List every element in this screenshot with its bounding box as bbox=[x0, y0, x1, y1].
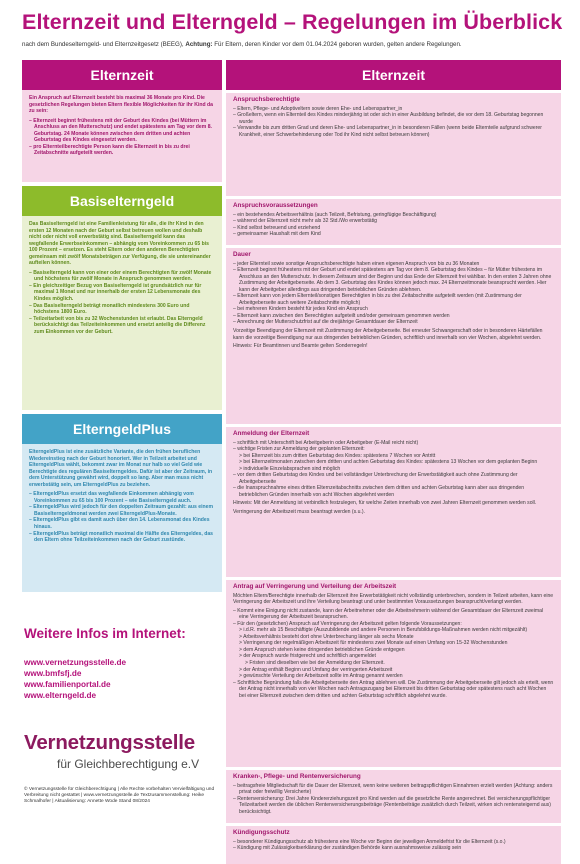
list-item: – ElterngeldPlus gibt es damit auch über den 14. Lebensmonat des Kindes hinaus. bbox=[29, 517, 210, 531]
section-title: Dauer bbox=[233, 251, 251, 258]
list-item: – Großeltern, wenn ein Elternteil des Kindes minderjährig ist oder sich in einer Ausbildung befindet, die vor dem 18. Geburtstag begonnen wurde bbox=[233, 112, 544, 125]
link-vernetzungsstelle[interactable]: www.vernetzungsstelle.de bbox=[24, 658, 127, 667]
right-column bbox=[226, 60, 561, 864]
elterngeldplus-box bbox=[22, 444, 222, 592]
list-item: – Kommt eine Einigung nicht zustande, kann der Arbeitnehmer oder die Arbeitnehmerin während der Gesamtdauer der Elternzeit zweimal eine Verringerung der Arbeitszeit beanspruchen. bbox=[233, 607, 544, 621]
list-item: – jeder Elternteil sowie sonstige Anspruchsberechtigte haben einen eigenen Anspruch von bis zu 36 Monaten bbox=[233, 260, 480, 267]
list-item: – Rentenversicherung: Drei Jahre Kindererziehungszeit pro Kind werden auf die gesetzliche Rente angerechnet. Bei versicherungspflichtiger Teilzeitarbeit werden die üblichen Rentenversicherungsbeiträge (Rentenbeiträge zusätzlich durch Teilzeit, wirken sich rentensteigernd aus) berücksichtigt. bbox=[233, 795, 551, 815]
section-title: Anspruchsberechtigte bbox=[233, 96, 300, 103]
list-item: – Kündigung mit Zulässigkeitserklärung der zuständigen Behörde kann ausnahmsweise zulässig sein bbox=[233, 845, 462, 852]
section-note: Hinweis: Mit der Anmeldung ist verbindlich festzulegen, für welche Zeiten innerhalb von zwei Jahren Elternzeit genommen werden soll. bbox=[233, 500, 537, 507]
link-elterngeld[interactable]: www.elterngeld.de bbox=[24, 691, 97, 700]
list-item: > Verringerung der regelmäßigen Arbeitszeit für mindestens zwei Monate auf einen Umfang von 15-32 Wochenstunden bbox=[239, 640, 508, 647]
list-item: – Verwandte bis zum dritten Grad und deren Ehe- und Lebenspartner_in in besonderen Fällen (wenn beide Elternteile aufgrund schwerer Krankheit, einer Schwerbehinderung oder Tod ihr Kind nicht selbst betreuen können) bbox=[233, 125, 542, 138]
list-item: – vor dem dritten Geburtstag des Kindes und bei vollständiger Unterbrechung der Erwerbstätigkeit auch ohne Zustimmung der Arbeitgeberseite bbox=[233, 472, 518, 485]
list-item: – besonderer Kündigungsschutz ab frühestens eine Woche vor Beginn der jeweiligen Anmeldefrist für die Elternzeit (s.o.) bbox=[233, 838, 506, 845]
elterngeldplus-intro: ElterngeldPlus ist eine zusätzliche Variante, die den frühen beruflichen Wiedereinstieg nach der Geburt honoriert. Wer in Teilzeit arbeitet und ElterngeldPlus wählt, bekommt zwar im Monat nur halb so viel Geld wie Berechtigte des regulären Basiselterngeldes. Dafür ist aber der Zeitraum, in dem Unterstützung gewährt wird, doppelt so lang. Aber man muss nicht erwerbstätig sein, um ElterngeldPlus zu beziehen. bbox=[29, 449, 213, 488]
list-item: – Für den (gesetzlichen) Anspruch auf Verringerung der Arbeitszeit gelten folgende Voraussetzungen: bbox=[233, 620, 462, 627]
page-subtitle: nach dem Bundeselterngeld- und Elternzeitgesetz (BEEG), Achtung: Für Eltern, deren Kinder vor dem 01.04.2024 geboren wurden, gelten andere Regelungen. bbox=[22, 41, 462, 48]
section-title: Kranken-, Pflege- und Rentenversicherung bbox=[233, 773, 361, 780]
list-item: – Basiselterngeld kann von einer oder einem Berechtigten für zwölf Monate und höchstens für zwölf Monate in Anspruch genommen werden. bbox=[29, 269, 212, 283]
section-note: Vorzeitige Beendigung der Elternzeit mit Zustimmung der Arbeitgeberseite. Bei erneuter Schwangerschaft oder in besonderen Härtefällen kann die vorzeitige Beendigung nur aus dringenden betrieblichen Gründen, schriftlich und innerhalb von vier Wochen, abgelehnt werden. bbox=[233, 328, 543, 341]
list-item: – Kind selbst betreuend und erziehend bbox=[233, 224, 321, 231]
list-item: – ElterngeldPlus wird jedoch für den doppelten Zeitraum gezahlt: aus einem Basiselterngeldmonat werden zwei ElterngeldPlus-Monate. bbox=[29, 504, 213, 517]
section-title: Anspruchsvoraussetzungen bbox=[233, 202, 318, 209]
list-item: – Ein gleichzeitiger Bezug von Basiselterngeld ist grundsätzlich nur für maximal 1 Monat und nur innerhalb der ersten 12 Lebensmonate des Kindes möglich. bbox=[29, 282, 202, 303]
list-item: – schriftlich mit Unterschrift bei Arbeitgeberin oder Arbeitgeber (E-Mail reicht nicht) bbox=[233, 439, 419, 446]
basiselterngeld-header: Basiselterngeld bbox=[22, 186, 222, 216]
list-item: > bei Elternzeitmonaten zwischen dem dritten und achten Geburtstag des Kindes: spätestens 13 Wochen vor dem geplanten Beginn bbox=[239, 459, 538, 466]
section-versicherung bbox=[226, 770, 561, 823]
list-item: – Schriftliche Begründung falls die Arbeitgeberseite den Antrag ablehnen will. Die Zustimmung der Arbeitgeberseite gilt jedoch als erteilt, wenn der Antrag nicht innerhalb von vier Wochen nach Antragszugang bei Elternzeit bis dritten Geburtstag oder spätestens nach acht Wochen bei einer Elternzeit zwischen dem dritten und achten Geburtstag schriftlich abgelehnt wurde. bbox=[233, 679, 554, 699]
section-note: Hinweis: Für Beamtinnen und Beamte gelten Sonderregeln! bbox=[233, 343, 368, 350]
more-info-title: Weitere Infos im Internet: bbox=[24, 626, 186, 641]
list-item: > der Anspruch wurde fristgerecht und schriftlich angemeldet bbox=[239, 653, 376, 660]
section-list bbox=[233, 212, 554, 238]
section-kuendigungsschutz bbox=[226, 826, 561, 864]
basiselterngeld-intro: Das Basiselterngeld ist eine Familienleistung für alle, die ihr Kind in den ersten 12 Monaten nach der Geburt selbst betreuen wollen und deshalb nicht oder nicht voll erwerbstätig sind. Basiselterngeld kann das wegfallende Erwerbseinkommen – abhängig vom Voreinkommen zu 65 bis 100 Prozent – ersetzen. Es steht Eltern oder den anderen Berechtigten gemeinsam mit zwölf Monatsbeträgen zur Verfügung, die sie untereinander aufteilen können. bbox=[29, 221, 211, 267]
list-item: – Eltern, Pflege- und Adoptiveltern sowie deren Ehe- und Lebenspartner_in bbox=[233, 105, 403, 112]
list-item: – Das Basiselterngeld beträgt monatlich mindestens 300 Euro und höchstens 1800 Euro. bbox=[29, 302, 190, 316]
elternzeit-list bbox=[29, 118, 215, 157]
list-item: – bei mehreren Kindern besteht für jedes Kind ein Anspruch bbox=[233, 306, 368, 313]
list-item: > gewünschte Verteilung der Arbeitszeit sollte im Antrag genannt werden bbox=[239, 673, 403, 680]
section-anmeldung bbox=[226, 427, 561, 577]
section-list bbox=[233, 839, 554, 852]
list-item: > bei Elternzeit bis zum dritten Geburtstag des Kindes: spätestens 7 Wochen vor Antritt bbox=[239, 452, 436, 459]
section-list bbox=[233, 608, 554, 700]
list-item: – gemeinsamer Haushalt mit dem Kind bbox=[233, 231, 321, 238]
section-title: Anmeldung der Elternzeit bbox=[233, 430, 310, 437]
elternzeit-intro: Ein Anspruch auf Elternzeit besteht bis maximal 36 Monate pro Kind. Die gesetzlichen Regelungen bieten Eltern flexible Möglichkeiten für ihr Kind da zu sein: bbox=[29, 95, 213, 115]
list-item: – während der Elternzeit nicht mehr als 32 Std./Wo erwerbstätig bbox=[233, 218, 378, 225]
basiselterngeld-box bbox=[22, 216, 222, 410]
section-verringerung-arbeitszeit bbox=[226, 580, 561, 767]
list-item: – wichtige Fristen zur Anmeldung der geplanten Elternzeit: bbox=[233, 446, 365, 453]
elterngeldplus-header: ElterngeldPlus bbox=[22, 414, 222, 444]
elternzeit-right-header: Elternzeit bbox=[226, 60, 561, 90]
more-info-section bbox=[22, 626, 222, 701]
section-title: Kündigungsschutz bbox=[233, 829, 290, 836]
section-title: Antrag auf Verringerung und Verteilung der Arbeitszeit bbox=[233, 583, 397, 590]
list-item: > individuelle Einzelabsprachen sind möglich bbox=[239, 465, 341, 472]
list-item: > Fristen sind dieselben wie bei der Anmeldung der Elternzeit. bbox=[245, 660, 385, 667]
elterngeldplus-list bbox=[29, 491, 215, 543]
elternzeit-left-box bbox=[22, 90, 222, 182]
section-list bbox=[233, 261, 554, 326]
list-item: > der Antrag enthält Beginn und Umfang der verringerten Arbeitszeit bbox=[239, 666, 393, 673]
elternzeit-left-header: Elternzeit bbox=[22, 60, 222, 90]
link-familienportal[interactable]: www.familienportal.de bbox=[24, 680, 111, 689]
section-list bbox=[233, 106, 554, 139]
brand-logo bbox=[22, 731, 222, 771]
list-item: > i.d.R. mehr als 15 Beschäftigte (Auszubildende und andere Personen in Berufsbildungs-Maßnahmen werden nicht mitgezählt) bbox=[239, 627, 528, 634]
list-item: – Elternzeit kann von jedem Elternteil/sonstigen Berechtigten in bis zu drei Zeitabschnitte aufgeteilt werden (mit Zustimmung der Arbeitgeberseite auch weitere Zeitabschnitte möglich) bbox=[233, 293, 522, 306]
left-column bbox=[22, 60, 222, 806]
brand-tagline: für Gleichberechtigung e.V bbox=[57, 757, 200, 771]
brand-name: Vernetzungsstelle bbox=[24, 731, 195, 754]
list-item: – Anrechnung der Mutterschutzfrist auf die dreijährige Gesamtdauer der Elternzeit bbox=[233, 319, 418, 326]
section-dauer bbox=[226, 248, 561, 424]
list-item: – Elternzeit kann zwischen den Berechtigten aufgeteilt und/oder gemeinsam genommen werden bbox=[233, 312, 450, 319]
list-item: > Arbeitsverhältnis besteht dort ohne Unterbrechung länger als sechs Monate bbox=[239, 633, 414, 640]
section-list bbox=[233, 783, 554, 816]
list-item: – ein bestehendes Arbeitsverhältnis (auch Teilzeit, Befristung, geringfügige Beschäftigung) bbox=[233, 211, 437, 218]
list-item: – pro Elternteilberechtigte Person kann die Elternzeit in bis zu drei Zeitabschnitte aufgeteilt werden. bbox=[29, 143, 190, 157]
page-title: Elternzeit und Elterngeld – Regelungen im Überblick bbox=[22, 10, 563, 34]
list-item: – Teilzeitarbeit von bis zu 32 Wochenstunden ist erlaubt. Das Elterngeld berücksichtigt das Teilzeiteinkommen und ersetzt anteilig die Differenz zum Einkommen vor der Geburt. bbox=[29, 315, 206, 335]
basiselterngeld-list bbox=[29, 270, 215, 335]
section-list bbox=[233, 440, 554, 499]
section-anspruchsberechtigte bbox=[226, 93, 561, 196]
footer-copyright: © Vernetzungsstelle für Gleichberechtigung | Alle Rechte vorbehalten Vervielfältigung und Verbreitung nicht gestattet | www.vernetzungsstelle.de Textzusammenstellung: Heike Schmalhofer | Aktualisierung: Annette Wode Stand 08/2024 bbox=[24, 787, 215, 805]
section-anspruchsvoraussetzungen bbox=[226, 199, 561, 245]
list-item: > dem Anspruch stehen keine dringenden betrieblichen Gründe entgegen bbox=[239, 646, 405, 653]
section-note: Verringerung der Arbeitszeit muss beantragt werden (s.u.). bbox=[233, 509, 365, 516]
link-bmfsfj[interactable]: www.bmfsfj.de bbox=[24, 669, 82, 678]
list-item: – ElterngeldPlus beträgt monatlich maximal die Hälfte des Elterngeldes, das den Eltern ohne Teilzeiteinkommen nach der Geburt zustünde. bbox=[29, 530, 213, 544]
list-item: – die Inanspruchnahme eines dritten Elternzeitabschnitts zwischen dem dritten und achten Geburtstag kann aber aus dringenden betrieblichen Gründen innerhalb von acht Wochen abgelehnt werden bbox=[233, 485, 525, 498]
list-item: – ElterngeldPlus ersetzt das wegfallende Einkommen abhängig vom Voreinkommen zu 65 bis 100 Prozent – wie Basiselterngeld auch. bbox=[29, 491, 194, 504]
list-item: – Elternzeit beginnt frühestens mit der Geburt des Kindes (bei Müttern im Anschluss an den Mutterschutz) und endet spätestens am Tag vor dem 8. Geburtstag. 24 Monate können zwischen dem dritten und achten Geburtstag des Kindes eingesetzt werden. bbox=[29, 117, 212, 144]
list-item: – Elternzeit beginnt frühestens mit der Geburt und endet spätestens am Tag vor dem 8. Geburtstag des Kindes – für Mütter frühestens im Anschluss an den Mutterschutz. In diesem Zeitraum sind der Beginn und das Ende der Elternzeit frei wählbar. In den ersten 3 Jahren ohne Zustimmung der Arbeitgeberseite. Ab dem 3. Geburtstag des Kindes können jedoch max. 24 Elternzeitmonate beansprucht werden. Hier kann der Arbeitgeber allerdings aus dringenden betrieblichen Gründen ablehnen. bbox=[233, 267, 552, 293]
list-item: – beitragsfreie Mitgliedschaft für die Dauer der Elternzeit, wenn keine weiteren beitragspflichtigen Einnahmen erzielt werden (Achtung: anders privat oder freiwillig Versicherte) bbox=[233, 782, 553, 796]
section-intro: Möchten Eltern/Berechtigte innerhalb der Elternzeit ihre Erwerbstätigkeit nicht vollständig unterbrechen, sondern in Teilzeit arbeiten, kann eine Verringerung der Arbeitszeit und ihre Verteilung beantragt und unter bestimmten Voraussetzungen beansprucht/verlangt werden. bbox=[233, 592, 554, 606]
